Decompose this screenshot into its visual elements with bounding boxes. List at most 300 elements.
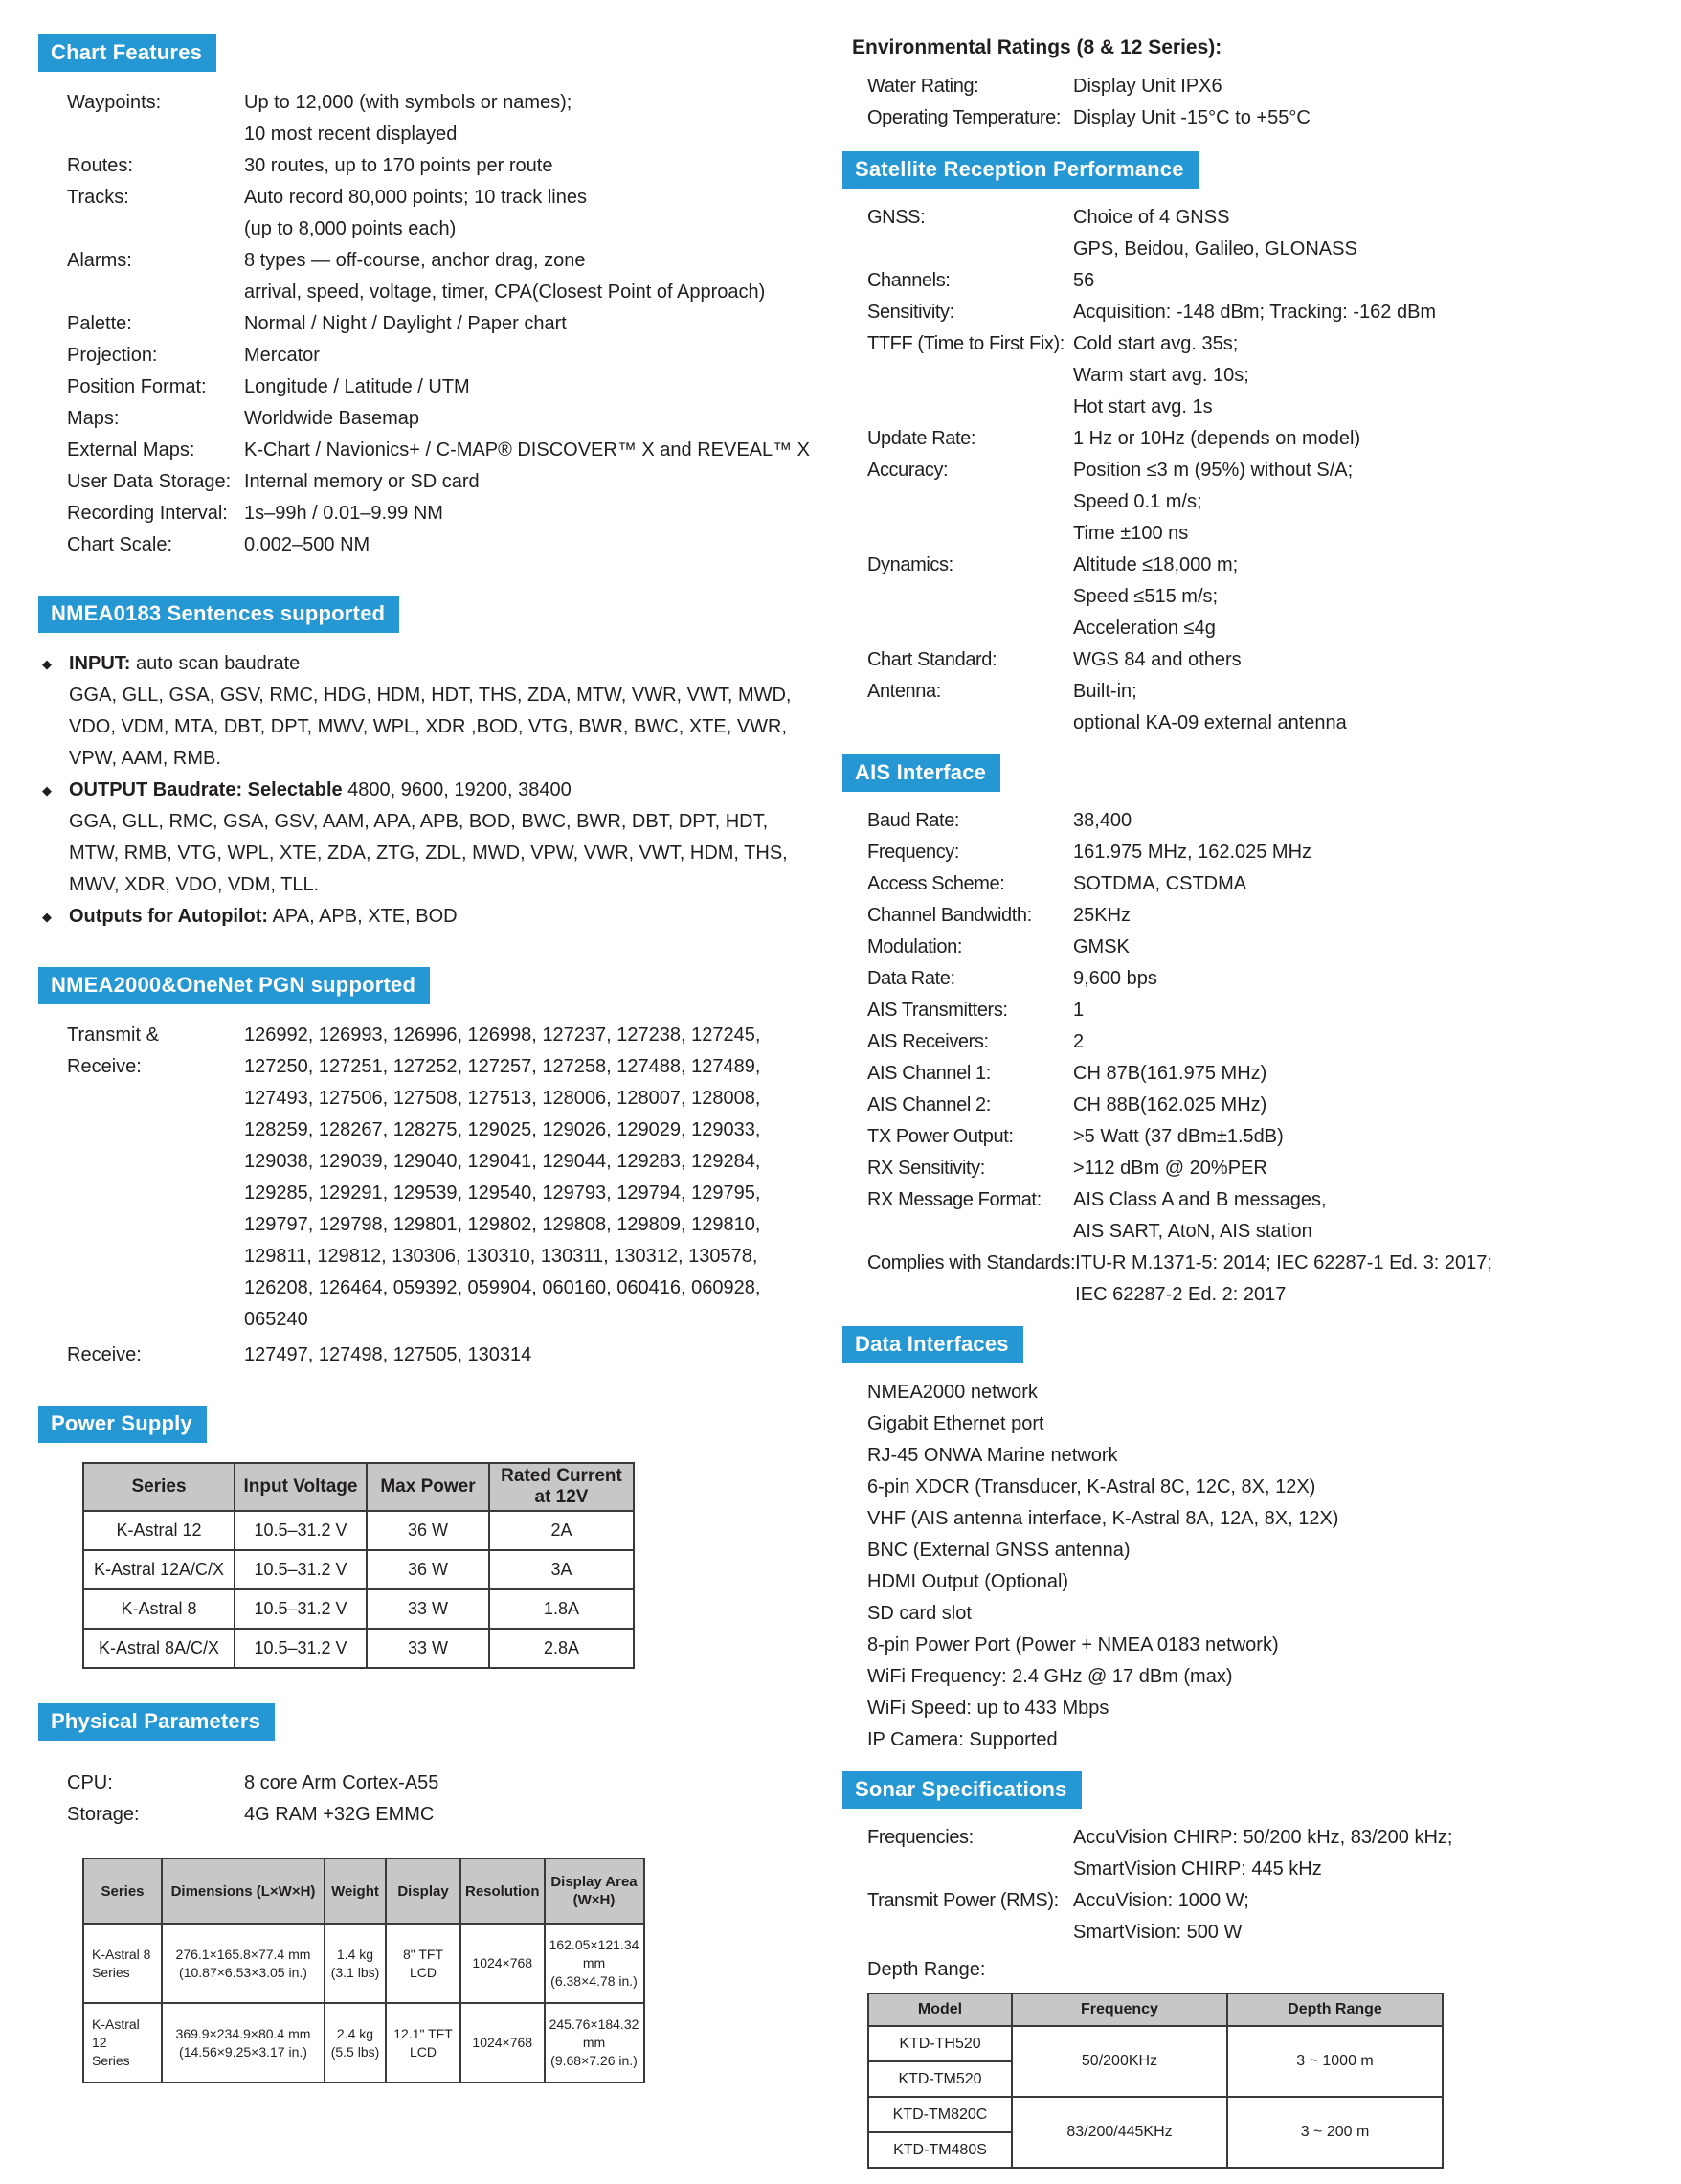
table-cell: 12.1" TFT LCD xyxy=(386,2003,460,2083)
spec-value: >112 dBm @ 20%PER xyxy=(1073,1158,1267,1179)
table-cell: 2A xyxy=(489,1511,634,1550)
spec-label xyxy=(67,466,244,498)
table-cell: 8" TFT LCD xyxy=(386,1924,460,2003)
right-column xyxy=(842,34,1681,2184)
spec-values xyxy=(244,435,842,466)
spec-value: Normal / Night / Daylight / Paper chart xyxy=(244,313,567,334)
spec-value: Auto record 80,000 points; 10 track lines xyxy=(244,187,587,208)
spec-label xyxy=(867,963,1073,995)
depth-range-table xyxy=(867,1993,1681,2169)
spec-label xyxy=(67,1020,244,1083)
spec-row xyxy=(38,1340,842,1371)
spec-label-line: Water Rating: xyxy=(867,76,979,97)
table-cell: 2.4 kg (5.5 lbs) xyxy=(325,2003,386,2083)
spec-value: CH 87B(161.975 MHz) xyxy=(1073,1063,1267,1084)
spec-label-line: Access Scheme: xyxy=(867,873,1005,894)
section-physical-parameters xyxy=(38,1703,842,2083)
table-cell: 10.5–31.2 V xyxy=(235,1629,367,1668)
spec-label xyxy=(67,1340,244,1371)
spec-label xyxy=(67,182,244,214)
chart-features-specs xyxy=(38,87,842,561)
spec-label-line: Position Format: xyxy=(67,376,207,397)
nmea-line xyxy=(38,711,842,743)
spec-value: Choice of 4 GNSS xyxy=(1073,207,1230,228)
spec-values xyxy=(1073,1885,1681,1948)
spec-row xyxy=(842,868,1681,900)
table-cell: 162.05×121.34 mm (6.38×4.78 in.) xyxy=(545,1924,644,2003)
spec-value: 8 core Arm Cortex-A55 xyxy=(244,1772,439,1793)
spec-label xyxy=(867,202,1073,234)
spec-label xyxy=(67,150,244,182)
spec-value: 1 xyxy=(1073,1000,1085,1021)
spec-label-line: User Data Storage: xyxy=(67,471,232,492)
spec-row xyxy=(842,1026,1681,1058)
spec-value: 9,600 bps xyxy=(1073,968,1157,989)
spec-label xyxy=(867,837,1073,868)
spec-label-line: Channels: xyxy=(867,270,951,291)
table-row xyxy=(83,2003,644,2083)
spec-values xyxy=(1073,995,1681,1026)
spec-row xyxy=(842,1248,1681,1311)
interface-item: NMEA2000 network xyxy=(867,1382,1038,1403)
spec-value: 38,400 xyxy=(1073,810,1132,831)
frequency-cell: 50/200KHz xyxy=(1012,2026,1227,2097)
spec-label-line: Maps: xyxy=(67,408,120,429)
column-header: Series xyxy=(83,1858,162,1924)
spec-label-line: Chart Standard: xyxy=(867,649,997,670)
section-ais-interface xyxy=(842,754,1681,1311)
interface-item: RJ-45 ONWA Marine network xyxy=(867,1445,1118,1466)
table-cell: 276.1×165.8×77.4 mm (10.87×6.53×3.05 in.) xyxy=(162,1924,325,2003)
table-header-row xyxy=(83,1858,644,1924)
spec-label xyxy=(867,1121,1073,1153)
spec-label-line: RX Sensitivity: xyxy=(867,1158,985,1179)
spec-label-line: AIS Receivers: xyxy=(867,1031,989,1052)
nmea-line xyxy=(38,680,842,711)
spec-value: Up to 12,000 (with symbols or names); xyxy=(244,92,572,113)
nmea-line xyxy=(38,901,842,933)
spec-values xyxy=(1073,328,1681,423)
spec-value: GMSK xyxy=(1073,936,1130,957)
section-power-supply xyxy=(38,1406,842,1669)
spec-value: 56 xyxy=(1073,270,1095,291)
nmea-line xyxy=(38,838,842,869)
spec-values xyxy=(244,308,842,340)
spec-label xyxy=(867,297,1073,328)
diamond-bullet-icon: ◆ xyxy=(42,910,52,924)
interface-item: 6-pin XDCR (Transducer, K-Astral 8C, 12C, 8X, 12X) xyxy=(867,1476,1316,1497)
column-header: Resolution xyxy=(460,1858,545,1924)
spec-value: Internal memory or SD card xyxy=(244,471,480,492)
depth-cell: 3 ~ 1000 m xyxy=(1227,2026,1443,2097)
spec-value: 129038, 129039, 129040, 129041, 129044, 129283, 129284, xyxy=(244,1151,761,1172)
spec-value: 128259, 128267, 128275, 129025, 129026, 129029, 129033, xyxy=(244,1119,761,1140)
table-cell: 1024×768 xyxy=(460,1924,545,2003)
spec-label xyxy=(867,676,1073,708)
spec-value: AIS SART, AtoN, AIS station xyxy=(1073,1221,1312,1242)
spec-values xyxy=(1073,71,1681,102)
spec-label-line: Storage: xyxy=(67,1804,140,1825)
nmea-bold-label: Outputs for Autopilot: xyxy=(69,906,269,927)
table-cell: K-Astral 8 xyxy=(83,1589,235,1629)
spec-row xyxy=(38,529,842,561)
spec-value: AccuVision: 1000 W; xyxy=(1073,1890,1249,1911)
spec-label-line: TX Power Output: xyxy=(867,1126,1014,1147)
spec-value: GPS, Beidou, Galileo, GLONASS xyxy=(1073,238,1357,259)
table-cell: 36 W xyxy=(367,1511,489,1550)
spec-row xyxy=(842,995,1681,1026)
spec-label-line: AIS Channel 1: xyxy=(867,1063,991,1084)
spec-value: ITU-R M.1371-5: 2014; IEC 62287-1 Ed. 3: 2017; xyxy=(1075,1252,1492,1273)
interface-item: SD card slot xyxy=(867,1603,972,1624)
spec-row xyxy=(38,182,842,245)
table-cell: 10.5–31.2 V xyxy=(235,1589,367,1629)
spec-values xyxy=(244,245,842,308)
spec-value: 129797, 129798, 129801, 129802, 129808, 129809, 129810, xyxy=(244,1214,761,1235)
section-environmental-ratings xyxy=(842,34,1681,134)
spec-value: 10 most recent displayed xyxy=(244,124,458,145)
spec-label xyxy=(867,1090,1073,1121)
spec-value: Time ±100 ns xyxy=(1073,523,1189,544)
spec-values xyxy=(1073,1822,1681,1885)
table-row xyxy=(83,1924,644,2003)
spec-value: 129811, 129812, 130306, 130310, 130311, 130312, 130578, xyxy=(244,1246,758,1267)
spec-value: 30 routes, up to 170 points per route xyxy=(244,155,553,176)
spec-value: >5 Watt (37 dBm±1.5dB) xyxy=(1073,1126,1284,1147)
table-cell: 10.5–31.2 V xyxy=(235,1511,367,1550)
spec-value: Display Unit -15°C to +55°C xyxy=(1073,107,1311,128)
spec-label xyxy=(67,87,244,119)
spec-value: K-Chart / Navionics+ / C-MAP® DISCOVER™ X and REVEAL™ X xyxy=(244,439,811,461)
table-cell: 1.4 kg (3.1 lbs) xyxy=(325,1924,386,2003)
spec-values xyxy=(1073,1058,1681,1090)
table-cell: 245.76×184.32 mm (9.68×7.26 in.) xyxy=(545,2003,644,2083)
column-header: Frequency xyxy=(1012,1993,1227,2026)
spec-row xyxy=(842,1822,1681,1885)
spec-values xyxy=(244,87,842,150)
spec-row xyxy=(38,340,842,372)
spec-value: AIS Class A and B messages, xyxy=(1073,1189,1327,1210)
spec-label xyxy=(867,423,1073,455)
spec-row xyxy=(38,498,842,529)
spec-values xyxy=(1073,644,1681,676)
spec-values xyxy=(1073,297,1681,328)
nmea-line xyxy=(38,806,842,838)
column-header: Max Power xyxy=(367,1463,489,1511)
spec-value: (up to 8,000 points each) xyxy=(244,218,457,239)
spec-label-line: Antenna: xyxy=(867,681,941,702)
spec-value: 4G RAM +32G EMMC xyxy=(244,1804,435,1825)
section-title: Satellite Reception Performance xyxy=(855,157,1184,181)
spec-label-line: Frequencies: xyxy=(867,1827,974,1848)
table-row xyxy=(868,2097,1443,2132)
table-row xyxy=(868,2026,1443,2061)
spec-values xyxy=(1073,423,1681,455)
spec-value: Built-in; xyxy=(1073,681,1137,702)
spec-row xyxy=(842,1090,1681,1121)
spec-value: 25KHz xyxy=(1073,905,1132,926)
column-header: Display xyxy=(386,1858,460,1924)
spec-value: 127497, 127498, 127505, 130314 xyxy=(244,1344,532,1365)
spec-label xyxy=(867,868,1073,900)
spec-values xyxy=(1073,963,1681,995)
spec-label-line: Transmit & xyxy=(67,1024,159,1046)
spec-value: Warm start avg. 10s; xyxy=(1073,365,1249,386)
spec-value: 126208, 126464, 059392, 059904, 060160, 060416, 060928, xyxy=(244,1277,761,1298)
interface-item: WiFi Frequency: 2.4 GHz @ 17 dBm (max) xyxy=(867,1666,1233,1687)
spec-label xyxy=(867,71,1073,102)
nmea-text: 4800, 9600, 19200, 38400 xyxy=(342,779,572,800)
section-title: AIS Interface xyxy=(855,760,987,784)
depth-range-label: Depth Range: xyxy=(867,1959,986,1980)
spec-label-line: Operating Temperature: xyxy=(867,107,1062,128)
spec-value: optional KA-09 external antenna xyxy=(1073,712,1347,733)
spec-label-line: Receive: xyxy=(67,1344,142,1365)
spec-row xyxy=(842,1121,1681,1153)
section-header-satellite xyxy=(842,151,1199,189)
spec-values xyxy=(244,182,842,245)
spec-row xyxy=(38,87,842,150)
spec-row xyxy=(842,71,1681,102)
model-cell: KTD-TM480S xyxy=(868,2132,1012,2168)
spec-values xyxy=(1073,932,1681,963)
environmental-ratings-title: Environmental Ratings (8 & 12 Series): xyxy=(852,36,1222,58)
section-title: Chart Features xyxy=(51,40,203,64)
spec-row xyxy=(842,644,1681,676)
spec-row xyxy=(842,297,1681,328)
column-header: Series xyxy=(83,1463,235,1511)
spec-value: Acquisition: -148 dBm; Tracking: -162 dBm xyxy=(1073,302,1437,323)
spec-value: Altitude ≤18,000 m; xyxy=(1073,554,1239,575)
spec-label-line: Projection: xyxy=(67,345,158,366)
spec-label xyxy=(867,644,1073,676)
spec-label xyxy=(67,435,244,466)
spec-value: AccuVision CHIRP: 50/200 kHz, 83/200 kHz; xyxy=(1073,1827,1453,1848)
nmea-bold-label: INPUT: xyxy=(69,653,131,674)
table-cell: K-Astral 12 Series xyxy=(83,2003,162,2083)
table-cell: 33 W xyxy=(367,1629,489,1668)
spec-row xyxy=(842,455,1681,550)
spec-values xyxy=(1073,900,1681,932)
section-title: Sonar Specifications xyxy=(855,1777,1067,1801)
nmea-line xyxy=(38,869,842,901)
spec-values xyxy=(1073,676,1681,739)
spec-label xyxy=(67,372,244,403)
spec-label-line: TTFF (Time to First Fix): xyxy=(867,333,1065,354)
spec-label-line: Transmit Power (RMS): xyxy=(867,1890,1059,1911)
diamond-bullet-icon: ◆ xyxy=(42,657,52,671)
nmea-text: MWV, XDR, VDO, VDM, TLL. xyxy=(69,874,320,895)
spec-label xyxy=(67,1799,244,1831)
spec-label xyxy=(867,995,1073,1026)
section-header-chart-features xyxy=(38,34,216,72)
data-table xyxy=(82,1858,645,2083)
spec-values xyxy=(1073,1121,1681,1153)
spec-label xyxy=(867,1885,1073,1917)
table-cell: 10.5–31.2 V xyxy=(235,1550,367,1589)
table-cell: 3A xyxy=(489,1550,634,1589)
column-header: Depth Range xyxy=(1227,1993,1443,2026)
spec-label-line: Channel Bandwidth: xyxy=(867,905,1032,926)
interface-item: BNC (External GNSS antenna) xyxy=(867,1540,1131,1561)
spec-values xyxy=(244,498,842,529)
spec-row xyxy=(38,466,842,498)
spec-label xyxy=(67,340,244,372)
column-header: Model xyxy=(868,1993,1012,2026)
diamond-bullet-icon: ◆ xyxy=(42,783,52,798)
spec-values xyxy=(1073,1090,1681,1121)
spec-label xyxy=(867,932,1073,963)
spec-value: SOTDMA, CSTDMA xyxy=(1073,873,1247,894)
section-chart-features xyxy=(38,34,842,561)
spec-label-line: Chart Scale: xyxy=(67,534,173,555)
section-nmea2000 xyxy=(38,967,842,1371)
nmea-text: GGA, GLL, GSA, GSV, RMC, HDG, HDM, HDT, THS, ZDA, MTW, VWR, VWT, MWD, xyxy=(69,685,792,706)
table-cell: 369.9×234.9×80.4 mm (14.56×9.25×3.17 in.) xyxy=(162,2003,325,2083)
spec-row xyxy=(842,328,1681,423)
spec-value: 126992, 126993, 126996, 126998, 127237, 127238, 127245, xyxy=(244,1024,761,1046)
spec-label-line: RX Message Format: xyxy=(867,1189,1042,1210)
spec-label xyxy=(67,245,244,277)
spec-row xyxy=(842,963,1681,995)
spec-values xyxy=(1073,202,1681,265)
spec-values xyxy=(1073,102,1681,134)
spec-values xyxy=(1073,550,1681,644)
column-header: Display Area (W×H) xyxy=(545,1858,644,1924)
spec-value: 2 xyxy=(1073,1031,1085,1052)
spec-label-line: Alarms: xyxy=(67,250,132,271)
section-satellite-reception xyxy=(842,151,1681,739)
depth-range-table xyxy=(867,1993,1444,2169)
spec-row xyxy=(38,435,842,466)
interface-item: 8-pin Power Port (Power + NMEA 0183 network) xyxy=(867,1634,1279,1655)
table-cell: K-Astral 8 Series xyxy=(83,1924,162,2003)
sonar-specs xyxy=(842,1822,1681,1948)
data-table xyxy=(82,1462,635,1669)
section-sonar-specifications xyxy=(842,1771,1681,2169)
spec-value: 1 Hz or 10Hz (depends on model) xyxy=(1073,428,1361,449)
spec-label xyxy=(867,900,1073,932)
spec-label xyxy=(67,308,244,340)
spec-value: Display Unit IPX6 xyxy=(1073,76,1222,97)
table-cell: K-Astral 12 xyxy=(83,1511,235,1550)
table-cell: 36 W xyxy=(367,1550,489,1589)
section-nmea0183 xyxy=(38,596,842,933)
spec-value: Speed 0.1 m/s; xyxy=(1073,491,1202,512)
spec-label-line: Sensitivity: xyxy=(867,302,954,323)
table-cell: 1.8A xyxy=(489,1589,634,1629)
cpu-storage-specs xyxy=(38,1767,842,1831)
nmea-bold-label: OUTPUT Baudrate: Selectable xyxy=(69,779,343,800)
nmea2000-pgn-list xyxy=(38,1020,842,1371)
table-row xyxy=(83,1550,634,1589)
spec-row xyxy=(842,202,1681,265)
left-column xyxy=(38,34,842,2184)
spec-label-line: Dynamics: xyxy=(867,554,953,575)
spec-values xyxy=(1075,1248,1681,1311)
model-cell: KTD-TM520 xyxy=(868,2061,1012,2097)
spec-row xyxy=(38,1020,842,1336)
spec-label-line: Palette: xyxy=(67,313,132,334)
table-header-row xyxy=(868,1993,1443,2026)
column-header: Dimensions (L×W×H) xyxy=(162,1858,325,1924)
spec-row xyxy=(842,805,1681,837)
spec-label-line: AIS Channel 2: xyxy=(867,1094,991,1115)
spec-value: Speed ≤515 m/s; xyxy=(1073,586,1219,607)
section-title: Data Interfaces xyxy=(855,1332,1009,1356)
model-cell: KTD-TM820C xyxy=(868,2097,1012,2132)
model-cell: KTD-TH520 xyxy=(868,2026,1012,2061)
spec-values xyxy=(1073,265,1681,297)
spec-row xyxy=(842,676,1681,739)
spec-label-line: Tracks: xyxy=(67,187,129,208)
spec-values xyxy=(244,529,842,561)
spec-row xyxy=(842,265,1681,297)
spec-label-line: Routes: xyxy=(67,155,133,176)
spec-row xyxy=(842,900,1681,932)
spec-row xyxy=(842,1153,1681,1184)
spec-values xyxy=(244,1340,842,1371)
spec-label xyxy=(867,1058,1073,1090)
spec-label-line: Data Rate: xyxy=(867,968,955,989)
spec-value: arrival, speed, voltage, timer, CPA(Closest Point of Approach) xyxy=(244,281,766,303)
spec-value: Position ≤3 m (95%) without S/A; xyxy=(1073,460,1354,481)
spec-value: 127250, 127251, 127252, 127257, 127258, 127488, 127489, xyxy=(244,1056,761,1077)
interface-item: Gigabit Ethernet port xyxy=(867,1413,1044,1434)
nmea-text: MTW, RMB, VTG, WPL, XTE, ZDA, ZTG, ZDL, MWD, VPW, VWR, VWT, HDM, THS, xyxy=(69,843,788,864)
nmea-text: GGA, GLL, RMC, GSA, GSV, AAM, APA, APB, BOD, BWC, BWR, DBT, DPT, HDT, xyxy=(69,811,769,832)
spec-label-line: Update Rate: xyxy=(867,428,976,449)
spec-values xyxy=(1073,837,1681,868)
frequency-cell: 83/200/445KHz xyxy=(1012,2097,1227,2168)
section-title: NMEA2000&OneNet PGN supported xyxy=(51,973,416,997)
table-cell: 1024×768 xyxy=(460,2003,545,2083)
spec-values xyxy=(244,466,842,498)
section-title: NMEA0183 Sentences supported xyxy=(51,601,386,625)
spec-label xyxy=(67,529,244,561)
spec-row xyxy=(842,550,1681,644)
spec-values xyxy=(1073,805,1681,837)
spec-row xyxy=(842,837,1681,868)
spec-label xyxy=(867,805,1073,837)
nmea0183-sentences xyxy=(38,648,842,933)
section-header-nmea2000 xyxy=(38,967,430,1004)
section-header-nmea0183 xyxy=(38,596,399,633)
table-row xyxy=(83,1629,634,1668)
nmea-line xyxy=(38,775,842,806)
nmea-text: VPW, AAM, RMB. xyxy=(69,748,221,769)
interface-item: WiFi Speed: up to 433 Mbps xyxy=(867,1698,1109,1719)
spec-value: 065240 xyxy=(244,1309,308,1330)
spec-value: Longitude / Latitude / UTM xyxy=(244,376,470,397)
spec-values xyxy=(1073,455,1681,550)
spec-values xyxy=(244,1767,842,1799)
section-data-interfaces xyxy=(842,1326,1681,1756)
nmea-text: APA, APB, XTE, BOD xyxy=(268,906,458,927)
spec-value: Cold start avg. 35s; xyxy=(1073,333,1239,354)
nmea-text: VDO, VDM, MTA, DBT, DPT, MWV, WPL, XDR ,BOD, VTG, BWR, BWC, XTE, VWR, xyxy=(69,716,788,737)
spec-label-line: GNSS: xyxy=(867,207,926,228)
spec-label xyxy=(867,102,1073,134)
spec-label xyxy=(867,328,1073,360)
section-title: Physical Parameters xyxy=(51,1709,261,1733)
spec-value: Mercator xyxy=(244,345,320,366)
spec-value: Hot start avg. 1s xyxy=(1073,396,1213,417)
spec-row xyxy=(38,245,842,308)
spec-values xyxy=(244,150,842,182)
spec-label-line: External Maps: xyxy=(67,439,195,461)
spec-label-line: Frequency: xyxy=(867,842,960,863)
